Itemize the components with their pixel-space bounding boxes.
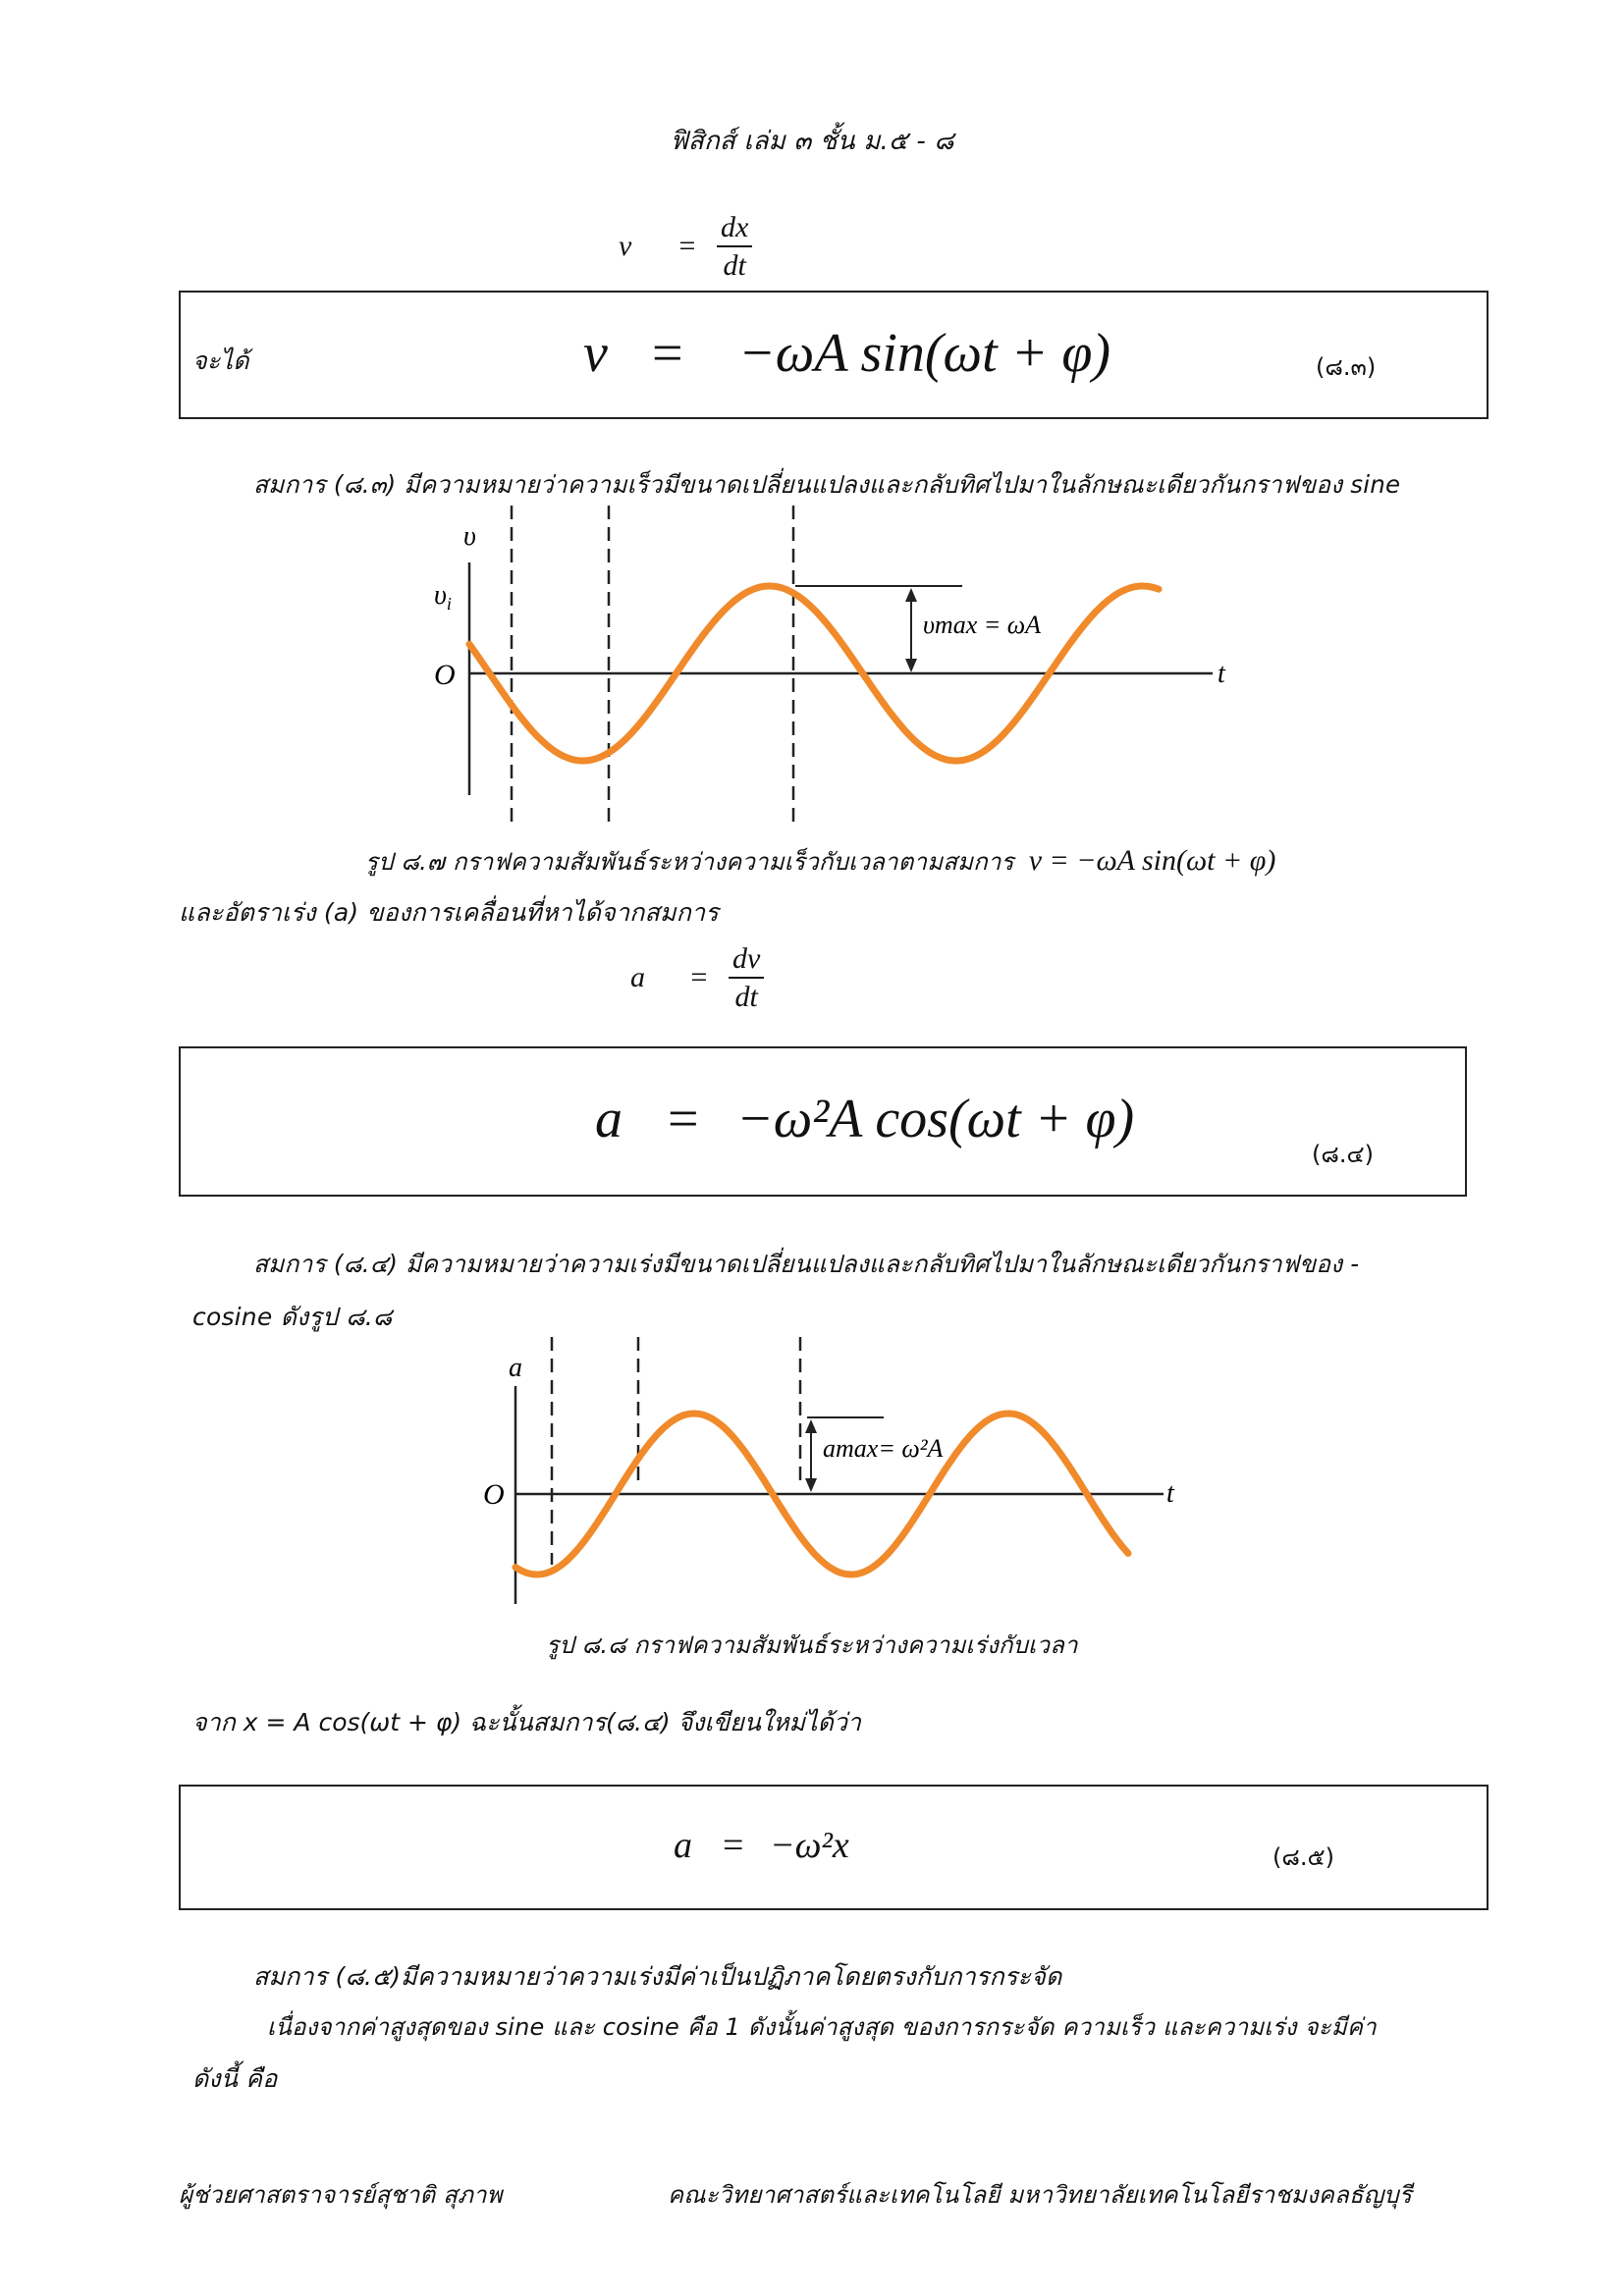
arrow-head-up <box>905 588 917 602</box>
acceleration-var: a <box>630 961 645 993</box>
fraction <box>729 942 764 1013</box>
rhs-expression: −ωA sin(ωt + φ) <box>738 323 1111 384</box>
origin-label: O <box>483 1478 505 1511</box>
numerator: dx <box>717 211 752 247</box>
paragraph-8-5: สมการ (๘.๕)มีความหมายว่าความเร่งมีค่าเป็นปฏิภาคโดยตรงกับการกระจัด <box>253 1962 1062 1991</box>
rhs-expression: −ω²x <box>770 1825 849 1866</box>
velocity-var: v <box>619 230 632 262</box>
figure-8-8-acceleration-graph <box>471 1337 1198 1617</box>
page-header: ฟิสิกส์ เล่ม ๓ ชั้น ม.๕ - ๘ <box>670 127 954 156</box>
t-axis-label: t <box>1166 1478 1174 1509</box>
equals-sign: = <box>690 961 708 993</box>
arrow-head-down <box>905 659 917 672</box>
paragraph-max-values-line1: เนื่องจากค่าสูงสุดของ sine และ cosine คือ 1 ดังนั้นค่าสูงสุด ของการกระจัด ความเร็ว และความเร่ง จะมีค่า <box>267 2013 1377 2041</box>
equation-box-8-3 <box>179 291 1489 419</box>
amax-label: amax= ω²A <box>823 1434 944 1463</box>
t-axis-label: t <box>1218 659 1225 689</box>
arrow-head-up <box>805 1419 817 1433</box>
equation-number: (๘.๔) <box>1312 1141 1375 1168</box>
vmax-label: υmax = ωA <box>923 611 1042 639</box>
vi-subscript: i <box>446 594 452 614</box>
denominator: dt <box>723 249 746 282</box>
caption-equation: v = −ωA sin(ωt + φ) <box>1028 844 1276 877</box>
v-axis-label: υ <box>463 521 476 552</box>
equals-sign: = <box>723 1825 744 1866</box>
equals-sign: = <box>668 1089 699 1149</box>
paragraph-rewrite: จาก x = A cos(ωt + φ) ฉะนั้นสมการ(๘.๔) จึงเขียนใหม่ได้ว่า <box>192 1708 861 1736</box>
paragraph-8-3: สมการ (๘.๓) มีความหมายว่าความเร็วมีขนาดเปลี่ยนแปลงและกลับทิศไปมาในลักษณะเดียวกันกราฟของ sine <box>253 470 1401 499</box>
figure-8-7-velocity-graph <box>412 506 1237 834</box>
lead-text: จะได้ <box>192 347 249 375</box>
acceleration-definition <box>630 942 764 1013</box>
origin-label: O <box>434 659 456 691</box>
equation-number: (๘.๓) <box>1316 353 1377 381</box>
equals-sign: = <box>678 230 696 262</box>
figure-8-7-caption <box>365 842 1275 881</box>
equation-number: (๘.๕) <box>1272 1843 1335 1871</box>
paragraph-8-4-line1: สมการ (๘.๔) มีความหมายว่าความเร่งมีขนาดเปลี่ยนแปลงและกลับทิศไปมาในลักษณะเดียวกันกราฟของ - <box>253 1250 1360 1278</box>
lhs-v: v <box>583 323 608 384</box>
figure-8-8-caption: รูป ๘.๘ กราฟความสัมพันธ์ระหว่างความเร่งกับเวลา <box>546 1631 1078 1659</box>
caption-text: รูป ๘.๗ กราฟความสัมพันธ์ระหว่างความเร็วกับเวลาตามสมการ <box>365 848 1014 876</box>
velocity-definition <box>619 211 752 282</box>
lhs-a: a <box>674 1825 692 1866</box>
lhs-a: a <box>595 1089 623 1149</box>
arrow-head-down <box>805 1478 817 1492</box>
fraction <box>717 211 752 282</box>
paragraph-acceleration-intro: และอัตราเร่ง (a) ของการเคลื่อนที่หาได้จากสมการ <box>179 898 719 927</box>
rhs-expression: −ω²A cos(ωt + φ) <box>736 1089 1135 1149</box>
vi-label: $\upsilon_i$ <box>434 580 452 614</box>
denominator: dt <box>734 981 758 1013</box>
footer-faculty: คณะวิทยาศาสตร์และเทคโนโลยี มหาวิทยาลัยเทคโนโลยีราชมงคลธัญบุรี <box>668 2181 1412 2209</box>
equation-box-8-5 <box>179 1785 1489 1910</box>
equation-box-8-4 <box>179 1046 1467 1197</box>
a-axis-label: a <box>509 1353 522 1383</box>
paragraph-8-4-line2: cosine ดังรูป ๘.๘ <box>192 1303 393 1331</box>
paragraph-max-values-line2: ดังนี้ คือ <box>192 2064 278 2093</box>
equals-sign: = <box>652 323 683 384</box>
footer-author: ผู้ช่วยศาสตราจารย์สุชาติ สุภาพ <box>179 2181 503 2209</box>
numerator: dv <box>729 942 764 979</box>
